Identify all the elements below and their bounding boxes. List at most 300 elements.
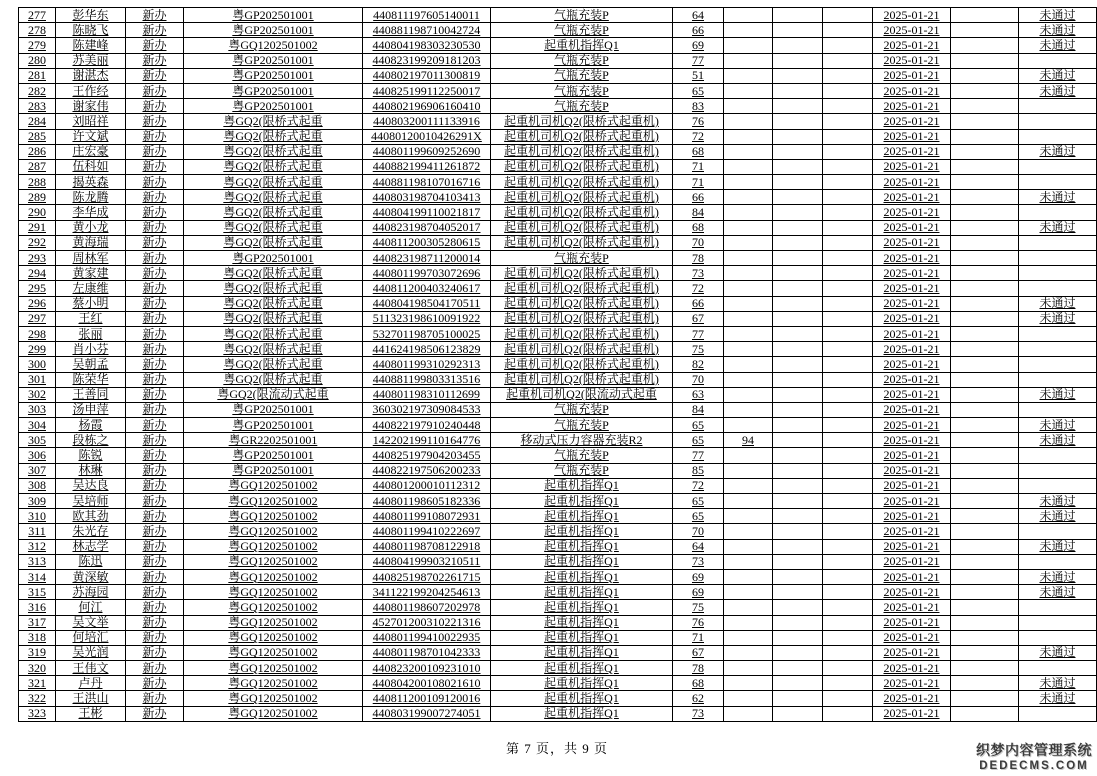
cell-status: 未通过	[1019, 418, 1097, 433]
cell-blank1	[773, 433, 823, 448]
table-row	[19, 83, 1097, 98]
cell-name: 陈龙腾	[56, 190, 126, 205]
cell-name: 欧其劲	[56, 509, 126, 524]
cell-seq: 295	[19, 281, 56, 296]
cell-project: 起重机指挥Q1	[491, 539, 673, 554]
cell-blank3	[951, 448, 1019, 463]
cell-blank2	[823, 494, 873, 509]
cell-status: 未通过	[1019, 220, 1097, 235]
cell-id-number: 440801199703072696	[363, 266, 491, 281]
cell-blank1	[773, 114, 823, 129]
cell-blank1	[773, 266, 823, 281]
cell-project: 起重机司机Q2(限桥式起重机)	[491, 144, 673, 159]
cell-status	[1019, 478, 1097, 493]
cell-blank2	[823, 99, 873, 114]
cell-blank2	[823, 524, 873, 539]
cell-score: 70	[673, 235, 724, 250]
cell-status	[1019, 281, 1097, 296]
cell-blank2	[823, 38, 873, 53]
cell-score: 73	[673, 266, 724, 281]
cell-name: 周林军	[56, 251, 126, 266]
table-row	[19, 600, 1097, 615]
cell-status	[1019, 129, 1097, 144]
cell-seq: 279	[19, 38, 56, 53]
cell-blank2	[823, 23, 873, 38]
table-row	[19, 387, 1097, 402]
cell-blank3	[951, 402, 1019, 417]
cell-blank2	[823, 357, 873, 372]
cell-name: 吴培师	[56, 494, 126, 509]
cell-seq: 298	[19, 326, 56, 341]
cell-score2	[724, 402, 773, 417]
cell-status: 未通过	[1019, 68, 1097, 83]
cell-blank3	[951, 281, 1019, 296]
cell-seq: 313	[19, 554, 56, 569]
cell-date: 2025-01-21	[873, 281, 951, 296]
cell-blank2	[823, 144, 873, 159]
cell-status: 未通过	[1019, 539, 1097, 554]
cell-blank2	[823, 615, 873, 630]
cell-blank2	[823, 129, 873, 144]
cell-blank1	[773, 387, 823, 402]
cell-id-number: 440804199903210511	[363, 554, 491, 569]
cell-blank1	[773, 159, 823, 174]
cell-blank3	[951, 190, 1019, 205]
cell-id-number: 440822197910240448	[363, 418, 491, 433]
cell-project: 起重机司机Q2(限流动式起重	[491, 387, 673, 402]
cell-cert-code: 粤GQ2(限桥式起重	[184, 311, 363, 326]
cell-score2	[724, 190, 773, 205]
table-row	[19, 296, 1097, 311]
cell-score: 68	[673, 220, 724, 235]
cell-score: 76	[673, 114, 724, 129]
cell-cert-code: 粤GP202501001	[184, 251, 363, 266]
cell-score2	[724, 448, 773, 463]
cell-cert-code: 粤GQ2(限桥式起重	[184, 190, 363, 205]
cell-id-number: 440881198107016716	[363, 175, 491, 190]
table-row	[19, 175, 1097, 190]
cell-blank2	[823, 402, 873, 417]
cell-blank2	[823, 311, 873, 326]
cell-score2	[724, 311, 773, 326]
cell-score: 72	[673, 478, 724, 493]
cell-score2	[724, 251, 773, 266]
cell-blank2	[823, 296, 873, 311]
cell-blank2	[823, 691, 873, 706]
cell-name: 李华成	[56, 205, 126, 220]
cell-date: 2025-01-21	[873, 615, 951, 630]
cell-date: 2025-01-21	[873, 68, 951, 83]
cell-blank3	[951, 418, 1019, 433]
cell-blank2	[823, 159, 873, 174]
cell-project: 气瓶充装P	[491, 402, 673, 417]
cell-date: 2025-01-21	[873, 448, 951, 463]
table-row	[19, 326, 1097, 341]
cell-cert-code: 粤GP202501001	[184, 83, 363, 98]
cell-cert-code: 粤GR2202501001	[184, 433, 363, 448]
cell-blank1	[773, 23, 823, 38]
cell-score2	[724, 83, 773, 98]
cell-seq: 301	[19, 372, 56, 387]
cell-project: 起重机指挥Q1	[491, 569, 673, 584]
cell-blank1	[773, 68, 823, 83]
cell-name: 段栋之	[56, 433, 126, 448]
cell-blank1	[773, 615, 823, 630]
table-row	[19, 554, 1097, 569]
cell-apply-type: 新办	[126, 281, 184, 296]
cell-apply-type: 新办	[126, 175, 184, 190]
cell-blank3	[951, 311, 1019, 326]
cell-id-number: 440801198310112699	[363, 387, 491, 402]
table-row	[19, 129, 1097, 144]
cell-seq: 299	[19, 342, 56, 357]
table-row	[19, 38, 1097, 53]
cell-project: 起重机指挥Q1	[491, 478, 673, 493]
cell-status	[1019, 175, 1097, 190]
cell-seq: 304	[19, 418, 56, 433]
cell-id-number: 440801199410222697	[363, 524, 491, 539]
cell-date: 2025-01-21	[873, 235, 951, 250]
cell-date: 2025-01-21	[873, 99, 951, 114]
cell-name: 伍科如	[56, 159, 126, 174]
table-row	[19, 190, 1097, 205]
cell-blank2	[823, 220, 873, 235]
cell-blank1	[773, 220, 823, 235]
cell-score: 64	[673, 8, 724, 23]
cell-date: 2025-01-21	[873, 220, 951, 235]
cell-blank1	[773, 372, 823, 387]
table-row	[19, 235, 1097, 250]
cell-score2	[724, 53, 773, 68]
cell-blank1	[773, 129, 823, 144]
cell-score2	[724, 220, 773, 235]
cell-blank1	[773, 569, 823, 584]
cell-project: 起重机司机Q2(限桥式起重机)	[491, 235, 673, 250]
cell-blank2	[823, 661, 873, 676]
cell-apply-type: 新办	[126, 539, 184, 554]
cell-blank3	[951, 387, 1019, 402]
cell-blank3	[951, 645, 1019, 660]
cell-blank1	[773, 235, 823, 250]
cell-score: 73	[673, 554, 724, 569]
cell-name: 汤申萍	[56, 402, 126, 417]
cell-blank2	[823, 554, 873, 569]
cell-score: 84	[673, 205, 724, 220]
cell-score2	[724, 645, 773, 660]
cell-cert-code: 粤GQ1202501002	[184, 554, 363, 569]
cell-project: 气瓶充装P	[491, 83, 673, 98]
cell-apply-type: 新办	[126, 205, 184, 220]
cell-blank2	[823, 600, 873, 615]
cell-name: 王伟文	[56, 661, 126, 676]
cell-blank2	[823, 175, 873, 190]
cell-project: 气瓶充装P	[491, 23, 673, 38]
cell-apply-type: 新办	[126, 676, 184, 691]
cell-project: 起重机司机Q2(限桥式起重机)	[491, 296, 673, 311]
cell-blank3	[951, 342, 1019, 357]
cell-date: 2025-01-21	[873, 23, 951, 38]
cell-name: 吴朝孟	[56, 357, 126, 372]
cell-status	[1019, 326, 1097, 341]
cell-blank2	[823, 281, 873, 296]
cell-name: 肖小芬	[56, 342, 126, 357]
cell-id-number: 440802197011300819	[363, 68, 491, 83]
cell-date: 2025-01-21	[873, 114, 951, 129]
table-row	[19, 53, 1097, 68]
cell-blank3	[951, 509, 1019, 524]
cell-id-number: 440801198605182336	[363, 494, 491, 509]
cell-status	[1019, 615, 1097, 630]
cell-status	[1019, 159, 1097, 174]
cell-blank3	[951, 585, 1019, 600]
cell-score2	[724, 175, 773, 190]
cell-blank3	[951, 661, 1019, 676]
cell-score: 66	[673, 190, 724, 205]
cell-score: 72	[673, 129, 724, 144]
cell-status: 未通过	[1019, 676, 1097, 691]
cell-project: 气瓶充装P	[491, 99, 673, 114]
cell-blank3	[951, 554, 1019, 569]
cell-status	[1019, 114, 1097, 129]
cell-name: 陈建峰	[56, 38, 126, 53]
cell-apply-type: 新办	[126, 478, 184, 493]
cell-seq: 291	[19, 220, 56, 235]
cell-name: 刘昭祥	[56, 114, 126, 129]
cell-score: 71	[673, 630, 724, 645]
cell-blank1	[773, 8, 823, 23]
cell-project: 起重机司机Q2(限桥式起重机)	[491, 129, 673, 144]
cell-apply-type: 新办	[126, 53, 184, 68]
cell-score: 76	[673, 615, 724, 630]
cell-blank1	[773, 402, 823, 417]
cell-date: 2025-01-21	[873, 494, 951, 509]
cell-seq: 310	[19, 509, 56, 524]
cell-id-number: 440804200108021610	[363, 676, 491, 691]
cell-blank3	[951, 235, 1019, 250]
cell-name: 林志学	[56, 539, 126, 554]
cell-score2	[724, 478, 773, 493]
table-row	[19, 266, 1097, 281]
cell-date: 2025-01-21	[873, 691, 951, 706]
cell-score2	[724, 585, 773, 600]
cell-blank1	[773, 645, 823, 660]
cell-seq: 281	[19, 68, 56, 83]
cell-name: 陈迅	[56, 554, 126, 569]
cell-seq: 290	[19, 205, 56, 220]
cell-blank2	[823, 251, 873, 266]
cell-apply-type: 新办	[126, 38, 184, 53]
cell-status: 未通过	[1019, 311, 1097, 326]
cell-cert-code: 粤GQ1202501002	[184, 524, 363, 539]
cell-blank3	[951, 494, 1019, 509]
watermark-line-en: DEDECMS.COM	[979, 760, 1089, 772]
cell-apply-type: 新办	[126, 342, 184, 357]
cell-id-number: 360302197309084533	[363, 402, 491, 417]
cell-score: 77	[673, 53, 724, 68]
cell-status: 未通过	[1019, 494, 1097, 509]
cell-score2	[724, 387, 773, 402]
cell-cert-code: 粤GP202501001	[184, 99, 363, 114]
cell-date: 2025-01-21	[873, 38, 951, 53]
cell-status: 未通过	[1019, 569, 1097, 584]
cell-id-number: 440823199209181203	[363, 53, 491, 68]
cell-id-number: 440802196906160410	[363, 99, 491, 114]
cell-blank3	[951, 600, 1019, 615]
cell-id-number: 440803198704103413	[363, 190, 491, 205]
cell-score2	[724, 494, 773, 509]
cell-blank3	[951, 266, 1019, 281]
cell-id-number: 440811197605140011	[363, 8, 491, 23]
cell-date: 2025-01-21	[873, 463, 951, 478]
cell-date: 2025-01-21	[873, 418, 951, 433]
cell-name: 杨霞	[56, 418, 126, 433]
cell-score2	[724, 554, 773, 569]
cell-score: 83	[673, 99, 724, 114]
cell-status	[1019, 402, 1097, 417]
cell-score2	[724, 539, 773, 554]
cell-score: 73	[673, 706, 724, 721]
cell-date: 2025-01-21	[873, 569, 951, 584]
cell-date: 2025-01-21	[873, 539, 951, 554]
cell-project: 起重机指挥Q1	[491, 494, 673, 509]
cell-id-number: 440825198702261715	[363, 569, 491, 584]
cell-score: 65	[673, 418, 724, 433]
cell-blank3	[951, 23, 1019, 38]
cell-score: 66	[673, 23, 724, 38]
table-row	[19, 463, 1097, 478]
cell-cert-code: 粤GQ1202501002	[184, 585, 363, 600]
watermark-line-cn: 织梦内容管理系统	[976, 742, 1092, 758]
cell-score2: 94	[724, 433, 773, 448]
cell-blank2	[823, 266, 873, 281]
table-row	[19, 539, 1097, 554]
cell-blank3	[951, 296, 1019, 311]
table-row	[19, 706, 1097, 721]
cell-cert-code: 粤GQ2(限桥式起重	[184, 266, 363, 281]
cell-score2	[724, 159, 773, 174]
cell-cert-code: 粤GQ2(限桥式起重	[184, 235, 363, 250]
cell-seq: 278	[19, 23, 56, 38]
cell-project: 起重机指挥Q1	[491, 630, 673, 645]
results-table-body	[19, 8, 1097, 722]
cell-score2	[724, 129, 773, 144]
cell-score: 70	[673, 524, 724, 539]
cell-date: 2025-01-21	[873, 311, 951, 326]
cell-id-number: 142202199110164776	[363, 433, 491, 448]
cell-blank1	[773, 418, 823, 433]
cell-project: 气瓶充装P	[491, 8, 673, 23]
table-row	[19, 569, 1097, 584]
cell-blank3	[951, 569, 1019, 584]
table-row	[19, 281, 1097, 296]
cell-id-number: 440801200010112312	[363, 478, 491, 493]
cell-seq: 277	[19, 8, 56, 23]
cell-score: 72	[673, 281, 724, 296]
cell-date: 2025-01-21	[873, 205, 951, 220]
cell-id-number: 440825197904203455	[363, 448, 491, 463]
cell-date: 2025-01-21	[873, 357, 951, 372]
cell-cert-code: 粤GQ2(限桥式起重	[184, 205, 363, 220]
cell-date: 2025-01-21	[873, 83, 951, 98]
cell-score: 75	[673, 600, 724, 615]
cell-blank1	[773, 509, 823, 524]
cell-cert-code: 粤GQ1202501002	[184, 661, 363, 676]
cell-name: 卢丹	[56, 676, 126, 691]
cell-blank3	[951, 630, 1019, 645]
table-row	[19, 220, 1097, 235]
cell-blank3	[951, 676, 1019, 691]
cell-project: 气瓶充装P	[491, 53, 673, 68]
cell-seq: 314	[19, 569, 56, 584]
cell-cert-code: 粤GP202501001	[184, 418, 363, 433]
cell-blank1	[773, 99, 823, 114]
cell-apply-type: 新办	[126, 433, 184, 448]
cell-name: 苏美丽	[56, 53, 126, 68]
cell-cert-code: 粤GQ1202501002	[184, 691, 363, 706]
cell-apply-type: 新办	[126, 190, 184, 205]
cell-score2	[724, 38, 773, 53]
cell-blank1	[773, 205, 823, 220]
cell-status: 未通过	[1019, 38, 1097, 53]
cell-project: 起重机指挥Q1	[491, 645, 673, 660]
table-row	[19, 23, 1097, 38]
cell-name: 吴达良	[56, 478, 126, 493]
cell-status	[1019, 342, 1097, 357]
cell-name: 黄家建	[56, 266, 126, 281]
cell-apply-type: 新办	[126, 524, 184, 539]
cell-project: 起重机指挥Q1	[491, 691, 673, 706]
cell-apply-type: 新办	[126, 494, 184, 509]
cell-cert-code: 粤GQ2(限桥式起重	[184, 342, 363, 357]
cell-apply-type: 新办	[126, 220, 184, 235]
cell-blank3	[951, 53, 1019, 68]
cell-score2	[724, 8, 773, 23]
cell-seq: 294	[19, 266, 56, 281]
cell-seq: 307	[19, 463, 56, 478]
cell-id-number: 440882199411261872	[363, 159, 491, 174]
cell-blank3	[951, 68, 1019, 83]
cell-cert-code: 粤GQ1202501002	[184, 494, 363, 509]
cell-date: 2025-01-21	[873, 129, 951, 144]
cell-blank1	[773, 463, 823, 478]
cell-status	[1019, 600, 1097, 615]
table-row	[19, 372, 1097, 387]
cell-name: 王善同	[56, 387, 126, 402]
cell-seq: 292	[19, 235, 56, 250]
cell-score2	[724, 524, 773, 539]
cell-blank1	[773, 676, 823, 691]
table-row	[19, 68, 1097, 83]
cell-blank1	[773, 600, 823, 615]
cell-date: 2025-01-21	[873, 342, 951, 357]
cell-score2	[724, 357, 773, 372]
cell-cert-code: 粤GP202501001	[184, 8, 363, 23]
cell-score: 68	[673, 144, 724, 159]
cell-cert-code: 粤GP202501001	[184, 402, 363, 417]
cell-name: 谢湛杰	[56, 68, 126, 83]
table-row	[19, 478, 1097, 493]
cell-apply-type: 新办	[126, 311, 184, 326]
cell-cert-code: 粤GQ1202501002	[184, 630, 363, 645]
cell-score2	[724, 281, 773, 296]
dedecms-watermark	[976, 740, 1092, 772]
cell-apply-type: 新办	[126, 600, 184, 615]
cell-cert-code: 粤GQ2(限桥式起重	[184, 129, 363, 144]
cell-score: 71	[673, 159, 724, 174]
cell-cert-code: 粤GQ1202501002	[184, 38, 363, 53]
cell-apply-type: 新办	[126, 129, 184, 144]
cell-date: 2025-01-21	[873, 645, 951, 660]
